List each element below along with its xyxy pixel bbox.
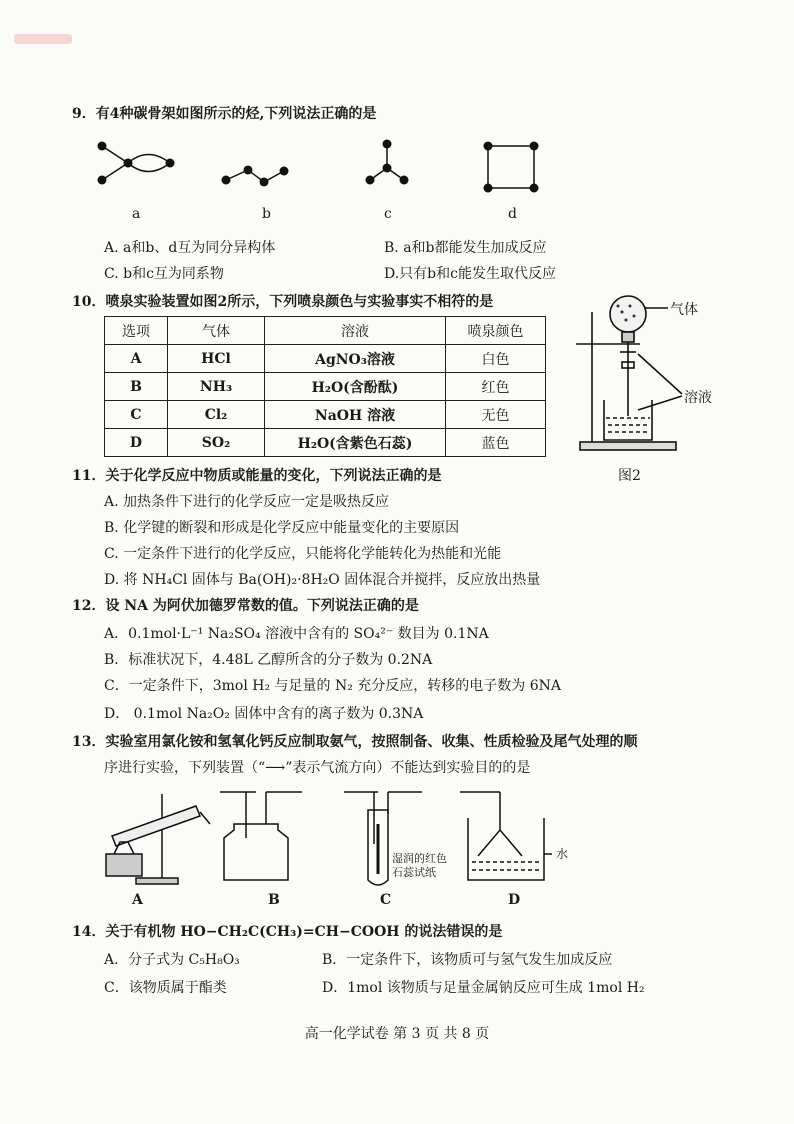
table-cell: NH₃ bbox=[168, 373, 265, 401]
q13-label-a: A bbox=[132, 892, 143, 908]
q11-option-b: B. 化学键的断裂和形成是化学反应中能量变化的主要原因 bbox=[104, 520, 460, 536]
table-row bbox=[105, 429, 546, 457]
paper-label-1: 湿润的红色 bbox=[392, 852, 447, 865]
q9-option-b: B. a和b都能发生加成反应 bbox=[384, 240, 547, 256]
red-stamp-mark bbox=[14, 34, 72, 44]
table-cell: Cl₂ bbox=[168, 401, 265, 429]
fig-caption: 图2 bbox=[618, 468, 641, 484]
q10-stem: 10．喷泉实验装置如图2所示，下列喷泉颜色与实验事实不相符的是 bbox=[72, 294, 494, 310]
q14-option-c: C．该物质属于酯类 bbox=[104, 980, 227, 996]
q9-label-a: a bbox=[132, 206, 141, 222]
q11-option-d: D. 将 NH₄Cl 固体与 Ba(OH)₂·8H₂O 固体混合并搅拌，反应放出热量 bbox=[104, 572, 541, 588]
skeleton-d bbox=[488, 146, 534, 188]
table-cell: H₂O(含酚酞) bbox=[265, 373, 446, 401]
fountain-apparatus-figure bbox=[570, 292, 730, 462]
fig-solution-label: 溶液 bbox=[684, 390, 712, 406]
table-header: 气体 bbox=[168, 317, 265, 345]
q9-option-d: D.只有b和c能发生取代反应 bbox=[384, 266, 556, 282]
fig-gas-label: 气体 bbox=[670, 302, 698, 318]
table-cell: NaOH 溶液 bbox=[265, 401, 446, 429]
q9-option-a: A. a和b、d互为同分异构体 bbox=[104, 240, 276, 256]
table-header: 喷泉颜色 bbox=[446, 317, 546, 345]
q11-option-c: C. 一定条件下进行的化学反应，只能将化学能转化为热能和光能 bbox=[104, 546, 502, 562]
table-cell: 白色 bbox=[446, 345, 546, 373]
table-row bbox=[105, 373, 546, 401]
q11-stem: 11．关于化学反应中物质或能量的变化，下列说法正确的是 bbox=[72, 468, 442, 484]
q12-option-b: B．标准状况下，4.48L 乙醇所含的分子数为 0.2NA bbox=[104, 652, 433, 668]
q13-stem-line2: 序进行实验，下列装置（“⟶”表示气流方向）不能达到实验目的的是 bbox=[104, 760, 531, 776]
q12-option-a: A．0.1mol·L⁻¹ Na₂SO₄ 溶液中含有的 SO₄²⁻ 数目为 0.1NA bbox=[104, 626, 489, 642]
paper-label-2: 石蕊试纸 bbox=[392, 866, 436, 879]
table-header: 溶液 bbox=[265, 317, 446, 345]
q9-label-d: d bbox=[508, 206, 517, 222]
q13-stem-line1: 13．实验室用氯化铵和氢氧化钙反应制取氨气，按照制备、收集、性质检验及尾气处理的顺 bbox=[72, 734, 638, 750]
water-label: 水 bbox=[556, 847, 569, 861]
table-row bbox=[105, 345, 546, 373]
table-cell: 蓝色 bbox=[446, 429, 546, 457]
table-cell: 无色 bbox=[446, 401, 546, 429]
q12-option-d: D． 0.1mol Na₂O₂ 固体中含有的离子数为 0.3NA bbox=[104, 706, 424, 722]
q13-label-b: B bbox=[268, 892, 280, 908]
q9-carbon-skeletons bbox=[90, 136, 560, 206]
q14-option-a: A．分子式为 C₅H₈O₃ bbox=[104, 952, 240, 968]
skeleton-a bbox=[102, 146, 170, 180]
table-cell: C bbox=[105, 401, 168, 429]
q12-option-c: C．一定条件下，3mol H₂ 与足量的 N₂ 充分反应，转移的电子数为 6NA bbox=[104, 678, 562, 694]
skeleton-b bbox=[226, 170, 284, 182]
table-cell: H₂O(含紫色石蕊) bbox=[265, 429, 446, 457]
table-cell: B bbox=[105, 373, 168, 401]
table-header-row bbox=[105, 317, 546, 345]
table-cell: AgNO₃溶液 bbox=[265, 345, 446, 373]
q12-stem: 12．设 NA 为阿伏加德罗常数的值。下列说法正确的是 bbox=[72, 598, 419, 614]
q10-table bbox=[104, 316, 546, 457]
q14-stem: 14．关于有机物 HO−CH₂C(CH₃)=CH−COOH 的说法错误的是 bbox=[72, 924, 503, 940]
table-row bbox=[105, 401, 546, 429]
q13-apparatus-figure bbox=[96, 784, 576, 888]
table-cell: HCl bbox=[168, 345, 265, 373]
table-cell: 红色 bbox=[446, 373, 546, 401]
q13-label-d: D bbox=[508, 892, 521, 908]
table-header: 选项 bbox=[105, 317, 168, 345]
table-cell: SO₂ bbox=[168, 429, 265, 457]
skeleton-c bbox=[370, 144, 404, 180]
q14-option-d: D．1mol 该物质与足量金属钠反应可生成 1mol H₂ bbox=[322, 980, 645, 996]
q11-option-a: A. 加热条件下进行的化学反应一定是吸热反应 bbox=[104, 494, 390, 510]
q9-option-c: C. b和c互为同系物 bbox=[104, 266, 224, 282]
q9-label-c: c bbox=[384, 206, 392, 222]
q13-label-c: C bbox=[380, 892, 392, 908]
q14-option-b: B．一定条件下，该物质可与氢气发生加成反应 bbox=[322, 952, 613, 968]
q9-label-b: b bbox=[262, 206, 271, 222]
page-footer: 高一化学试卷 第 3 页 共 8 页 bbox=[304, 1026, 490, 1042]
q9-stem: 9．有4种碳骨架如图所示的烃,下列说法正确的是 bbox=[72, 106, 377, 122]
table-cell: A bbox=[105, 345, 168, 373]
table-cell: D bbox=[105, 429, 168, 457]
